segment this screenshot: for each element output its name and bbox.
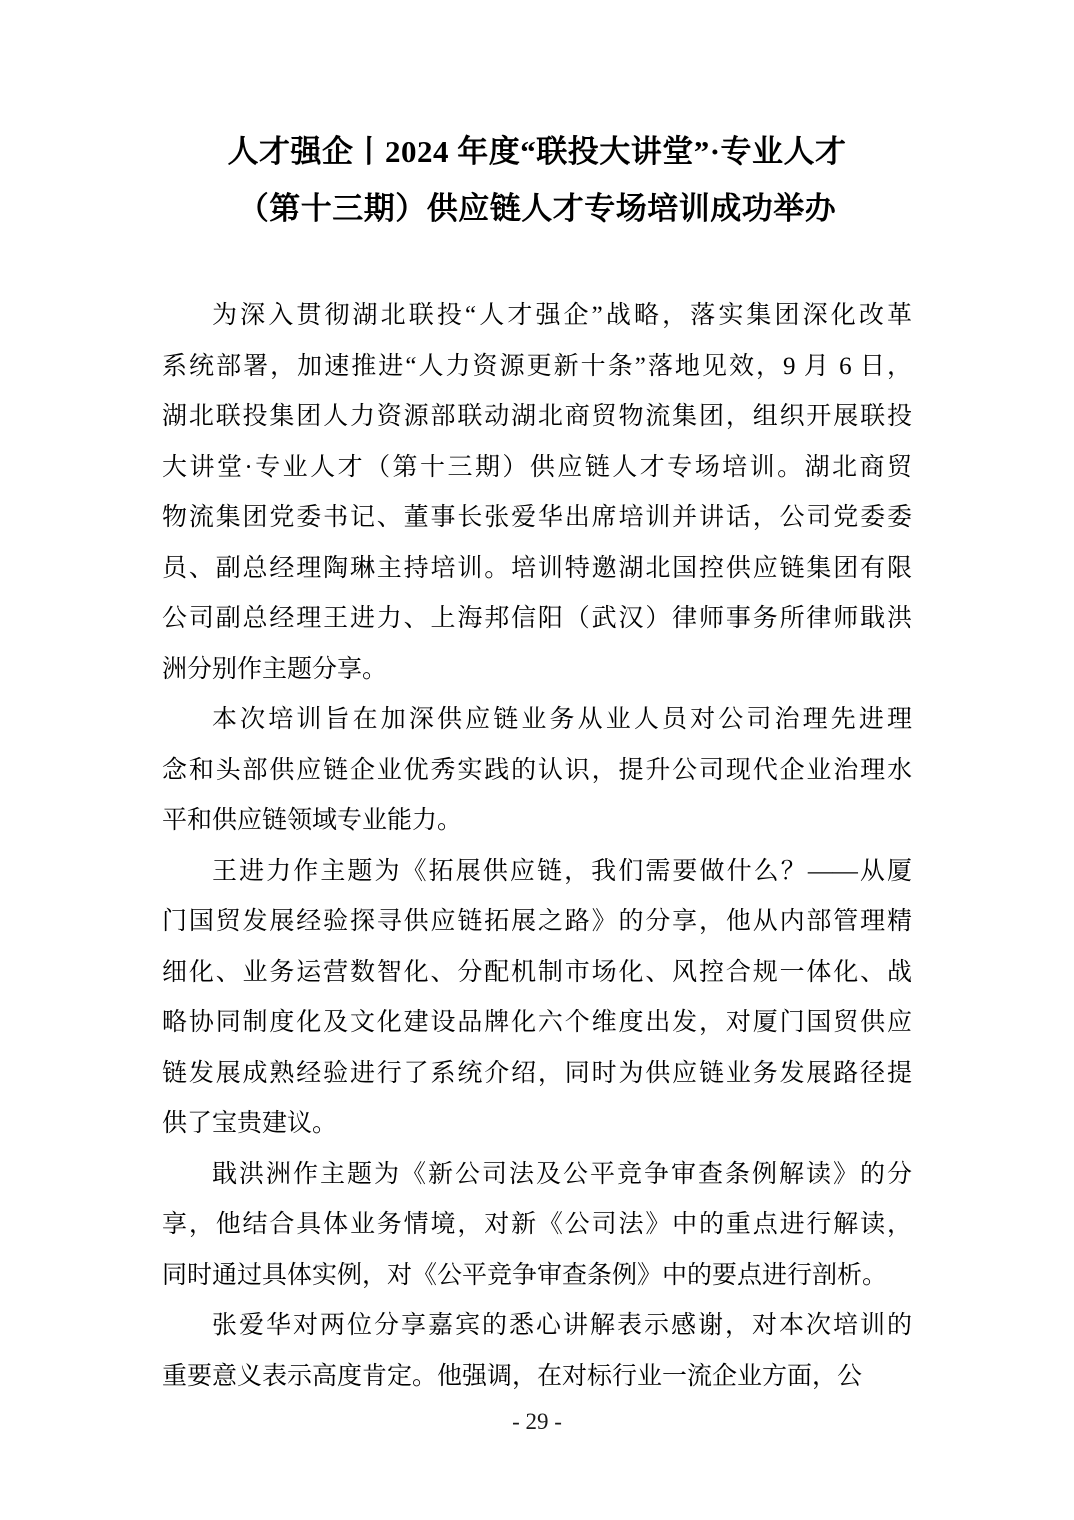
text-line: 戢洪洲作主题为《新公司法及公平竞争审查条例解读》的分	[212, 1160, 912, 1188]
text-line: 王进力作主题为《拓展供应链，我们需要做什么？——从厦	[212, 857, 912, 885]
text-line: 湖北联投集团人力资源部联动湖北商贸物流集团，组织开展联投	[162, 403, 912, 430]
text-line: 链发展成熟经验进行了系统介绍，同时为供应链业务发展路径提	[162, 1059, 912, 1087]
document-body	[162, 291, 912, 1402]
text-line: 同时通过具体实例，对《公平竞争审查条例》中的要点进行剖析。	[162, 1261, 888, 1289]
text-line: 员、副总经理陶琳主持培训。培训特邀湖北国控供应链集团有限	[162, 554, 912, 582]
text-line: 为深入贯彻湖北联投“人才强企”战略，落实集团深化改革	[212, 302, 912, 329]
text-line: 张爱华对两位分享嘉宾的悉心讲解表示感谢，对本次培训的	[212, 1312, 912, 1339]
text-line: 略协同制度化及文化建设品牌化六个维度出发，对厦门国贸供应	[162, 1009, 912, 1036]
text-line: 洲分别作主题分享。	[162, 655, 388, 683]
text-line: 供了宝贵建议。	[162, 1110, 338, 1137]
text-line: 系统部署，加速推进“人力资源更新十条”落地见效，9 月 6 日，	[162, 352, 912, 380]
text-line: 物流集团党委书记、董事长张爱华出席培训并讲话，公司党委委	[162, 504, 912, 531]
text-line: 重要意义表示高度肯定。他强调，在对标行业一流企业方面，公	[162, 1362, 863, 1390]
page-number: - 29 -	[512, 1409, 562, 1434]
text-line: 大讲堂·专业人才（第十三期）供应链人才专场培训。湖北商贸	[162, 453, 912, 481]
text-line: 门国贸发展经验探寻供应链拓展之路》的分享，他从内部管理精	[162, 908, 912, 935]
text-line: 平和供应链领域专业能力。	[162, 807, 463, 834]
document-title	[162, 0, 912, 237]
text-line: 公司副总经理王进力、上海邦信阳（武汉）律师事务所律师戢洪	[162, 605, 912, 632]
document-title-line-1: 人才强企丨2024 年度“联投大讲堂”·专业人才	[227, 134, 847, 169]
text-line: 念和头部供应链企业优秀实践的认识，提升公司现代企业治理水	[162, 756, 912, 784]
text-line: 享，他结合具体业务情境，对新《公司法》中的重点进行解读，	[162, 1211, 912, 1238]
text-line: 细化、业务运营数智化、分配机制市场化、风控合规一体化、战	[162, 958, 912, 986]
text-line: 本次培训旨在加深供应链业务从业人员对公司治理先进理	[212, 706, 912, 733]
document-title-line-2: （第十三期）供应链人才专场培训成功举办	[237, 191, 837, 226]
